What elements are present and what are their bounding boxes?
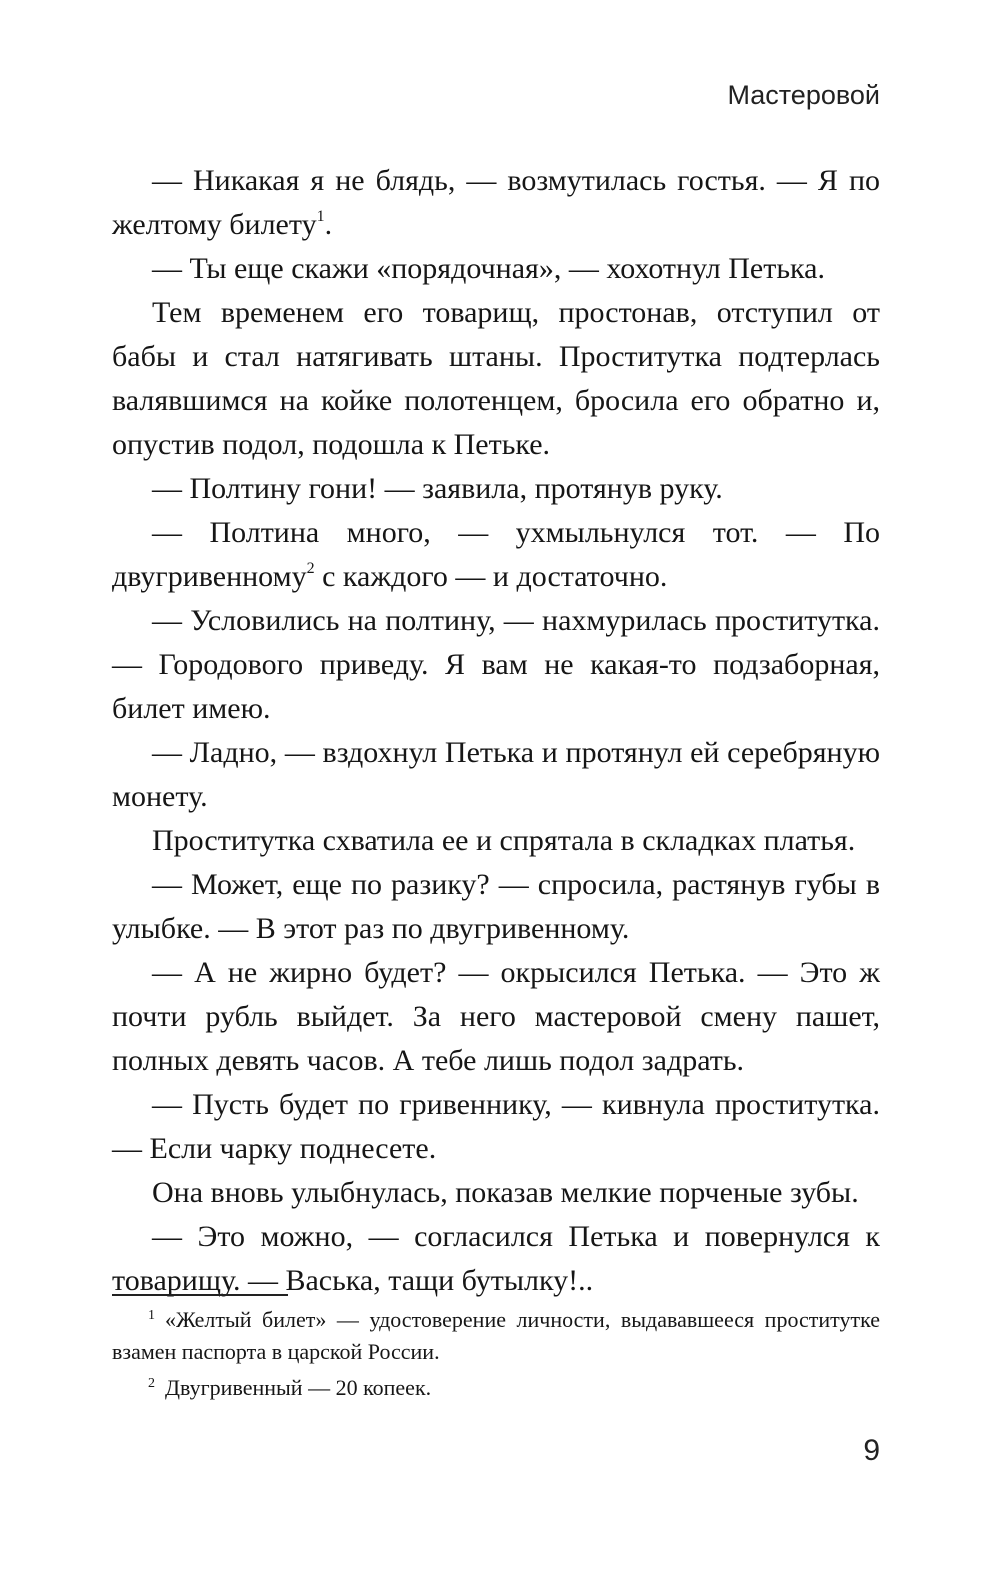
paragraph: — А не жирно будет? — окрысился Петька. — Это ж почти рубль выйдет. За него мастеровой смену пашет, полных девять часов. А тебе лишь подол задрать. xyxy=(112,956,880,1077)
running-head: Мастеровой xyxy=(727,80,880,110)
paragraph: — Может, еще по разику? — спросила, растянув губы в улыбке. — В этот раз по двугривенному. xyxy=(112,868,880,945)
paragraph: — Условились на полтину, — нахмурилась проститутка. — Городового приведу. Я вам не какая-то подзаборная, билет имею. xyxy=(112,604,880,725)
footnote-separator xyxy=(112,1294,288,1296)
paragraph: — Это можно, — согласился Петька и повернулся к товарищу. — Васька, тащи бутылку!.. xyxy=(112,1220,880,1297)
paragraph: — Никакая я не блядь, — возмутилась гостья. — Я по желтому билету$^1$. xyxy=(112,164,880,241)
footnotes xyxy=(112,1304,880,1408)
footnote-ref-1: 1 xyxy=(316,208,325,225)
paragraph: — Пусть будет по гривеннику, — кивнула проститутка. — Если чарку поднесете. xyxy=(112,1088,880,1165)
main-text xyxy=(112,159,880,1303)
footnote-mark: 2 xyxy=(148,1375,155,1391)
footnote-ref-2: 2 xyxy=(306,560,315,577)
footnote-text: «Желтый билет» — удостоверение личности, выдававшееся проститутке взамен паспорта в царской России. xyxy=(112,1307,880,1364)
footnote-2 xyxy=(112,1372,880,1404)
footnote-mark: 1 xyxy=(148,1307,155,1323)
paragraph: — Полтину гони! — заявила, протянув руку. xyxy=(152,472,723,505)
paragraph: Проститутка схватила ее и спрятала в складках платья. xyxy=(152,824,856,857)
paragraph: — Ладно, — вздохнул Петька и протянул ей серебряную монету. xyxy=(112,736,880,813)
footnote-1 xyxy=(112,1304,880,1368)
page-number: 9 xyxy=(863,1434,880,1467)
paragraph: — Ты еще скажи «порядочная», — хохотнул Петька. xyxy=(152,252,825,285)
paragraph: — Полтина много, — ухмыльнулся тот. — По двугривенному$^2$ с каждого — и достаточно. xyxy=(112,516,880,593)
paragraph: Она вновь улыбнулась, показав мелкие порченые зубы. xyxy=(152,1176,859,1209)
footnote-text: Двугривенный — 20 копеек. xyxy=(165,1375,432,1400)
paragraph: Тем временем его товарищ, простонав, отступил от бабы и стал натягивать штаны. Проститутка подтерлась валявшимся на койке полотенцем, бросила его обратно и, опустив подол, подошла к Петьке. xyxy=(112,296,880,461)
